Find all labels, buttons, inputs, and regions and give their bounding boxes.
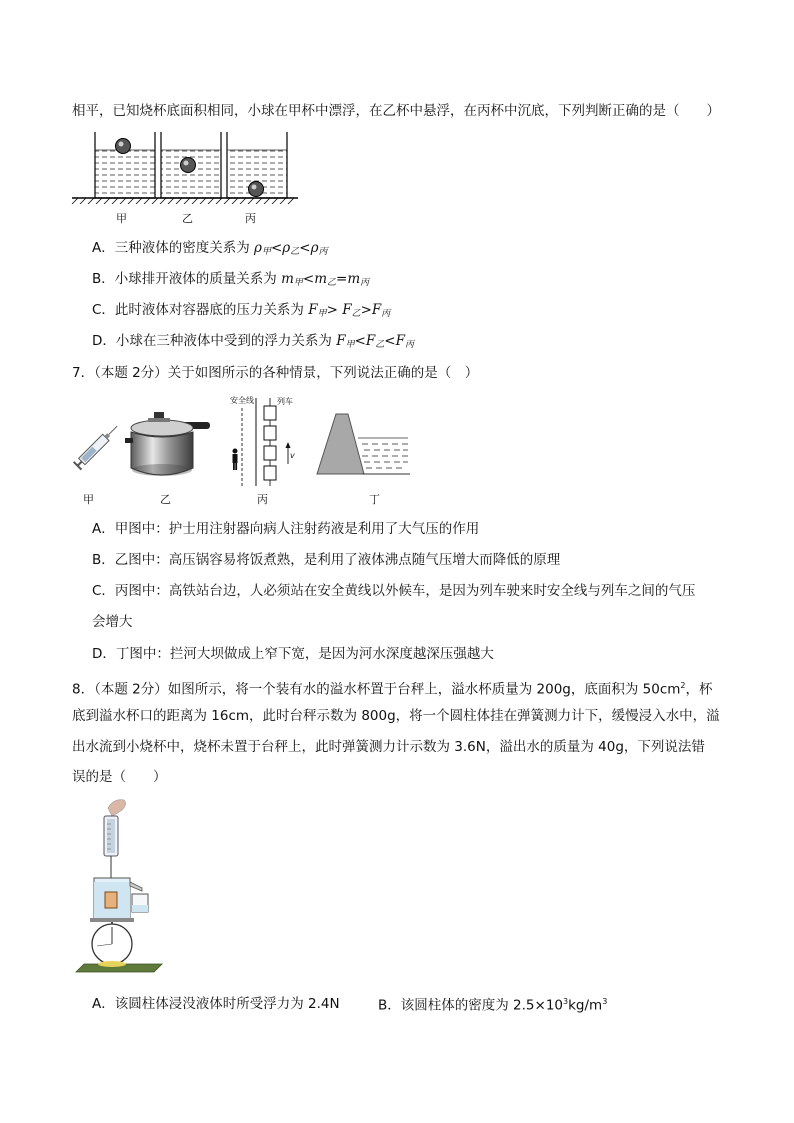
q6-option-a: A．三种液体的密度关系为 $\rho_甲<\rho_乙<\rho_丙$ bbox=[92, 240, 328, 257]
dam-figure bbox=[312, 412, 412, 477]
q6-stem: 相平，已知烧杯底面积相同，小球在甲杯中漂浮，在乙杯中悬浮，在丙杯中沉底，下列判断正确的是（ ） bbox=[72, 103, 720, 119]
q8-stem-line1: 8．（本题 2分）如图所示，将一个装有水的溢水杯置于台秤上，溢水杯质量为 200g，底面积为 $50cm^2$，杯 bbox=[72, 681, 713, 698]
train-label: 列车 bbox=[277, 397, 293, 406]
syringe-figure bbox=[70, 420, 125, 475]
caption-jia: 甲 bbox=[83, 493, 94, 506]
cup-yi bbox=[161, 132, 221, 198]
cup-label-bing: 丙 bbox=[245, 212, 256, 225]
q7-option-d: D．丁图中：拦河大坝做成上窄下宽，是因为河水深度越深压强越大 bbox=[92, 646, 494, 662]
q7-option-a: A．甲图中：护士用注射器向病人注射药液是利用了大气压的作用 bbox=[92, 521, 480, 537]
caption-yi: 乙 bbox=[160, 493, 171, 506]
velocity-label: v bbox=[290, 451, 295, 460]
safety-line-label: 安全线 bbox=[230, 396, 254, 405]
q7-option-b: B．乙图中：高压锅容易将饭煮熟，是利用了液体沸点随气压增大而降低的原理 bbox=[92, 552, 561, 568]
cup-jia bbox=[95, 132, 155, 198]
q6-cups-figure bbox=[70, 130, 302, 210]
q8-stem-line3: 出水流到小烧杯中，烧杯未置于台秤上，此时弹簧测力计示数为 3.6N，溢出水的质量为 40g，下列说法错 bbox=[72, 739, 705, 755]
q8-option-a: A．该圆柱体浸没液体时所受浮力为 2.4N bbox=[92, 996, 340, 1012]
cup-label-jia: 甲 bbox=[116, 212, 127, 225]
cup-label-yi: 乙 bbox=[182, 212, 193, 225]
q7-stem: 7．（本题 2分）关于如图所示的各种情景，下列说法正确的是（ ） bbox=[72, 365, 479, 381]
pressure-cooker-figure bbox=[124, 406, 214, 486]
q6-option-d: D．小球在三种液体中受到的浮力关系为 $F_甲<F_乙<F_丙$ bbox=[92, 333, 414, 350]
overflow-apparatus-figure bbox=[70, 796, 165, 978]
caption-ding: 丁 bbox=[369, 493, 380, 506]
q7-option-c: C．丙图中：高铁站台边，人必须站在安全黄线以外候车，是因为列车驶来时安全线与列车之间的气压 bbox=[92, 583, 696, 599]
q8-stem-line2: 底到溢水杯口的距离为 16cm，此时台秤示数为 800g，将一个圆柱体挂在弹簧测力计下，缓慢浸入水中，溢 bbox=[72, 708, 720, 724]
q8-option-b: B．该圆柱体的密度为 $2.5\times 10^3kg/m^3$ bbox=[378, 997, 608, 1014]
cup-bing bbox=[227, 132, 287, 198]
q8-stem-line4: 误的是（ ） bbox=[72, 769, 167, 785]
q6-option-b: B．小球排开液体的质量关系为 $m_甲<m_乙=m_丙$ bbox=[92, 271, 370, 288]
q7-option-c-cont: 会增大 bbox=[92, 614, 133, 630]
q6-option-c: C．此时液体对容器底的压力关系为 $F_甲> F_乙>F_丙$ bbox=[92, 302, 391, 319]
platform-train-figure bbox=[226, 394, 301, 489]
caption-bing: 丙 bbox=[257, 493, 268, 506]
